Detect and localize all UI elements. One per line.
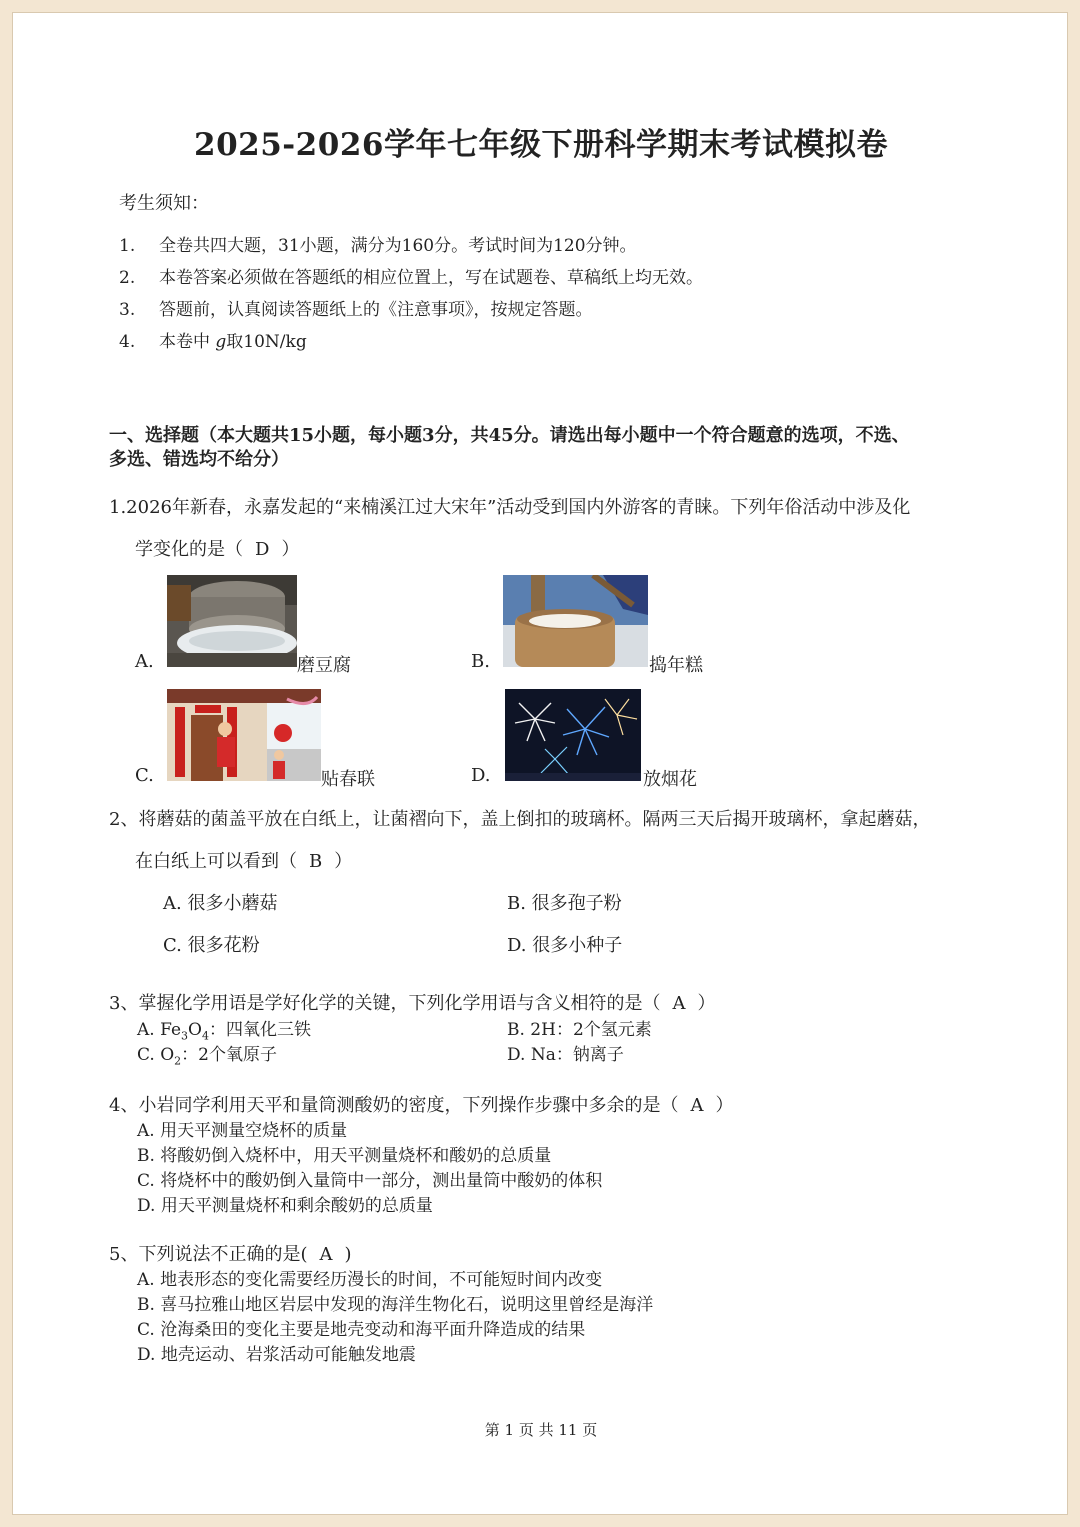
question-1-stem-line2: 学变化的是（ D ） [135,539,300,560]
option-b: B. 2H：2个氢元素 [507,1020,652,1040]
option-c: C. $O_2$：2个氧原子 [137,1045,277,1068]
option-b: B. 将酸奶倒入烧杯中，用天平测量烧杯和酸奶的总质量 [137,1146,552,1166]
option-d: D. Na：钠离子 [507,1045,624,1065]
notice-item: 3. 答题前，认真阅读答题纸上的《注意事项》，按规定答题。 [119,300,593,320]
option-c: C. 将烧杯中的酸奶倒入量筒中一部分，测出量筒中酸奶的体积 [137,1171,603,1191]
option-b: B. 喜马拉雅山地区岩层中发现的海洋生物化石，说明这里曾经是海洋 [137,1295,654,1315]
option-a: A. 很多小蘑菇 [163,893,278,914]
spring-couplets-image [167,689,321,781]
fireworks-image [505,689,641,781]
question-5-stem: 5、下列说法不正确的是( A ) [109,1244,352,1265]
section-heading-line2: 多选、错选均不给分） [109,449,289,470]
answer-mark: D [255,539,270,560]
option-caption: 磨豆腐 [297,655,351,676]
page-title: 2025-2026学年七年级下册科学期末考试模拟卷 [194,127,888,163]
exam-page [12,12,1068,1515]
section-heading-line1: 一、选择题（本大题共15小题，每小题3分，共45分。请选出每小题中一个符合题意的选项，不选、 [109,425,910,446]
option-caption: 贴春联 [321,769,375,790]
option-letter: B. [471,651,490,672]
answer-mark: A [690,1095,704,1116]
stone-mill-image [167,575,297,667]
option-d: D. 用天平测量烧杯和剩余酸奶的总质量 [137,1196,433,1216]
question-3-stem: 3、掌握化学用语是学好化学的关键，下列化学用语与含义相符的是（ A ） [109,993,716,1014]
page-number: 第 1 页 共 11 页 [484,1421,598,1439]
option-a: A. $Fe_3O_4$：四氧化三铁 [137,1020,311,1043]
option-caption: 捣年糕 [649,655,703,676]
option-caption: 放烟花 [643,769,697,790]
answer-mark: A [672,993,686,1014]
option-a: A. 地表形态的变化需要经历漫长的时间，不可能短时间内改变 [137,1270,603,1290]
option-letter: C. [135,765,154,786]
notice-item: 4. 本卷中 g取10N/kg [119,332,307,352]
rice-cake-mortar-image [503,575,648,667]
option-b: B. 很多孢子粉 [507,893,622,914]
option-d: D. 很多小种子 [507,935,623,956]
notice-heading: 考生须知： [119,193,209,214]
question-1-stem: 1.2026年新春，永嘉发起的“来楠溪江过大宋年”活动受到国内外游客的青睐。下列年俗活动中涉及化 [109,497,911,518]
option-letter: A. [135,651,154,672]
answer-mark: B [309,851,323,872]
option-a: A. 用天平测量空烧杯的质量 [137,1121,348,1141]
option-letter: D. [471,765,491,786]
option-c: C. 沧海桑田的变化主要是地壳变动和海平面升降造成的结果 [137,1320,586,1340]
question-2-stem: 2、将蘑菇的菌盖平放在白纸上，让菌褶向下，盖上倒扣的玻璃杯。隔两三天后揭开玻璃杯，拿起蘑菇， [109,809,931,830]
option-c: C. 很多花粉 [163,935,260,956]
option-d: D. 地壳运动、岩浆活动可能触发地震 [137,1345,416,1365]
question-2-stem-line2: 在白纸上可以看到（ B ） [135,851,353,872]
question-4-stem: 4、小岩同学利用天平和量筒测酸奶的密度，下列操作步骤中多余的是（ A ） [109,1095,734,1116]
notice-item: 1. 全卷共四大题，31小题，满分为160分。考试时间为120分钟。 [119,236,637,256]
notice-item: 2. 本卷答案必须做在答题纸的相应位置上，写在试题卷、草稿纸上均无效。 [119,268,703,288]
answer-mark: A [319,1244,333,1265]
